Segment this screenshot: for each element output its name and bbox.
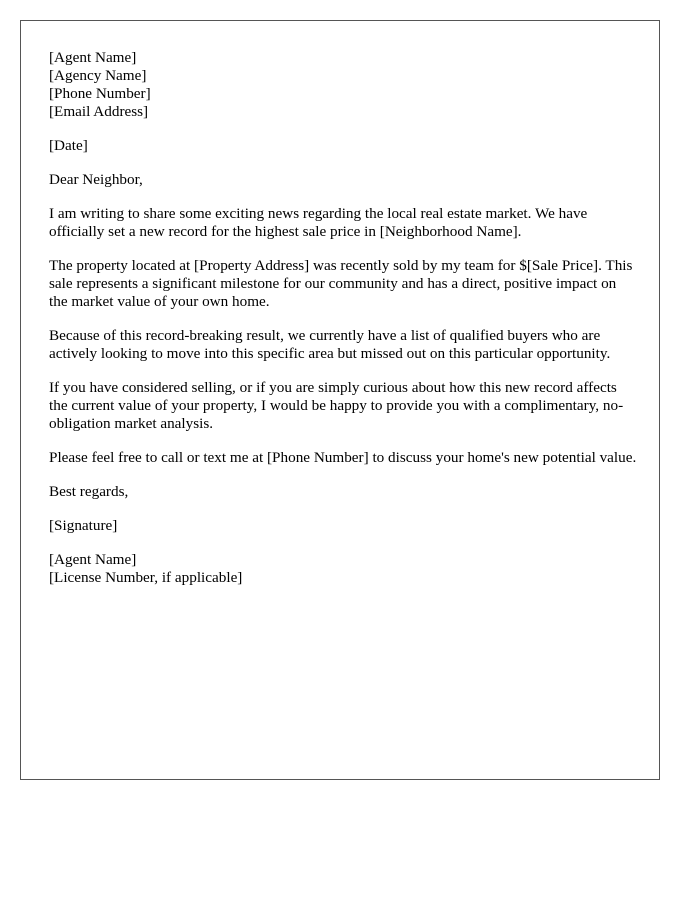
- salutation: Dear Neighbor,: [49, 171, 143, 188]
- footer-license-number: [License Number, if applicable]: [49, 569, 243, 586]
- sender-email-address: [Email Address]: [49, 103, 149, 120]
- letter-content: [49, 49, 637, 603]
- closing: Best regards,: [49, 483, 129, 500]
- footer-block: [49, 551, 637, 587]
- body-paragraph-5: Please feel free to call or text me at [Phone Number] to discuss your home's new potential value.: [49, 449, 637, 466]
- footer-agent-name: [Agent Name]: [49, 551, 137, 568]
- sender-block: [49, 49, 637, 121]
- body-paragraph-4: If you have considered selling, or if you are simply curious about how this new record affects the current value of your property, I would be happy to provide you with a complimentary, no-obligation market analysis.: [49, 379, 624, 432]
- sender-agency-name: [Agency Name]: [49, 67, 147, 84]
- signature: [Signature]: [49, 517, 118, 534]
- sender-phone-number: [Phone Number]: [49, 85, 151, 102]
- sender-agent-name: [Agent Name]: [49, 49, 137, 66]
- body-paragraph-1: I am writing to share some exciting news regarding the local real estate market. We have officially set a new record for the highest sale price in [Neighborhood Name].: [49, 205, 588, 240]
- body-paragraph-3: Because of this record-breaking result, we currently have a list of qualified buyers who are actively looking to move into this specific area but missed out on this particular opportunity.: [49, 327, 611, 362]
- letter-frame: [20, 20, 660, 780]
- body-paragraph-2: The property located at [Property Address] was recently sold by my team for $[Sale Price]. This sale represents a significant milestone for our community and has a direct, positive impact on the market value of your own home.: [49, 257, 633, 310]
- letter-date: [Date]: [49, 137, 88, 154]
